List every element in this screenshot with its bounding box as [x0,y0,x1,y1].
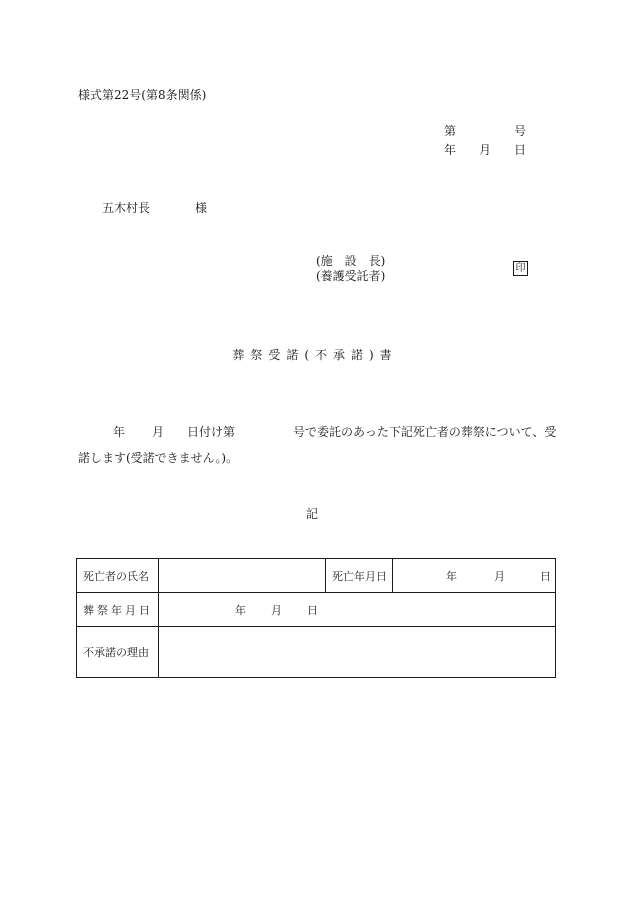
death-year: 年 [446,569,457,583]
funeral-date-label: 葬祭年月日 [77,593,159,627]
date-year: 年 [444,143,457,157]
doc-no-prefix: 第 [444,124,457,138]
document-number [444,122,526,139]
body-dated: 日付け第 [187,425,236,439]
date-day: 日 [514,143,527,157]
document-title: 葬祭受諾(不承諾)書 [232,348,398,362]
death-month: 月 [494,569,505,583]
sender-facility-head: (施 設 長) [316,254,386,268]
addressee [102,199,207,216]
body-month: 月 [152,425,165,439]
funeral-day: 日 [307,603,318,617]
death-date-value[interactable] [393,559,556,593]
details-table [76,558,556,678]
form-number: 様式第22号(第8条関係) [78,88,207,102]
document-date [444,141,526,158]
body-year: 年 [113,425,126,439]
addressee-honorific: 様 [195,201,208,215]
funeral-year: 年 [235,603,246,617]
table-row [77,593,556,627]
funeral-month: 月 [271,603,282,617]
deceased-name-label: 死亡者の氏名 [77,559,159,593]
refusal-reason-label: 不承諾の理由 [77,627,159,678]
refusal-reason-value[interactable] [159,627,556,678]
death-date-label: 死亡年月日 [326,559,393,593]
doc-no-suffix: 号 [514,124,527,138]
addressee-name: 五木村長 [102,201,151,215]
table-row [77,559,556,593]
date-month: 月 [479,143,492,157]
body-rest: 号で委託のあった下記死亡者の葬祭について、受 [293,425,557,439]
death-day: 日 [540,569,551,583]
seal-mark: 印 [513,261,528,276]
sender-foster-carer: (養護受託者) [316,269,386,283]
body-text-line-2: 諾します(受諾できません。)。 [78,451,239,465]
body-text-line-1 [113,423,556,440]
sender-block [316,254,385,284]
ki-heading: 記 [306,507,319,521]
deceased-name-value[interactable] [159,559,326,593]
funeral-date-value[interactable] [159,593,556,627]
table-row [77,627,556,678]
